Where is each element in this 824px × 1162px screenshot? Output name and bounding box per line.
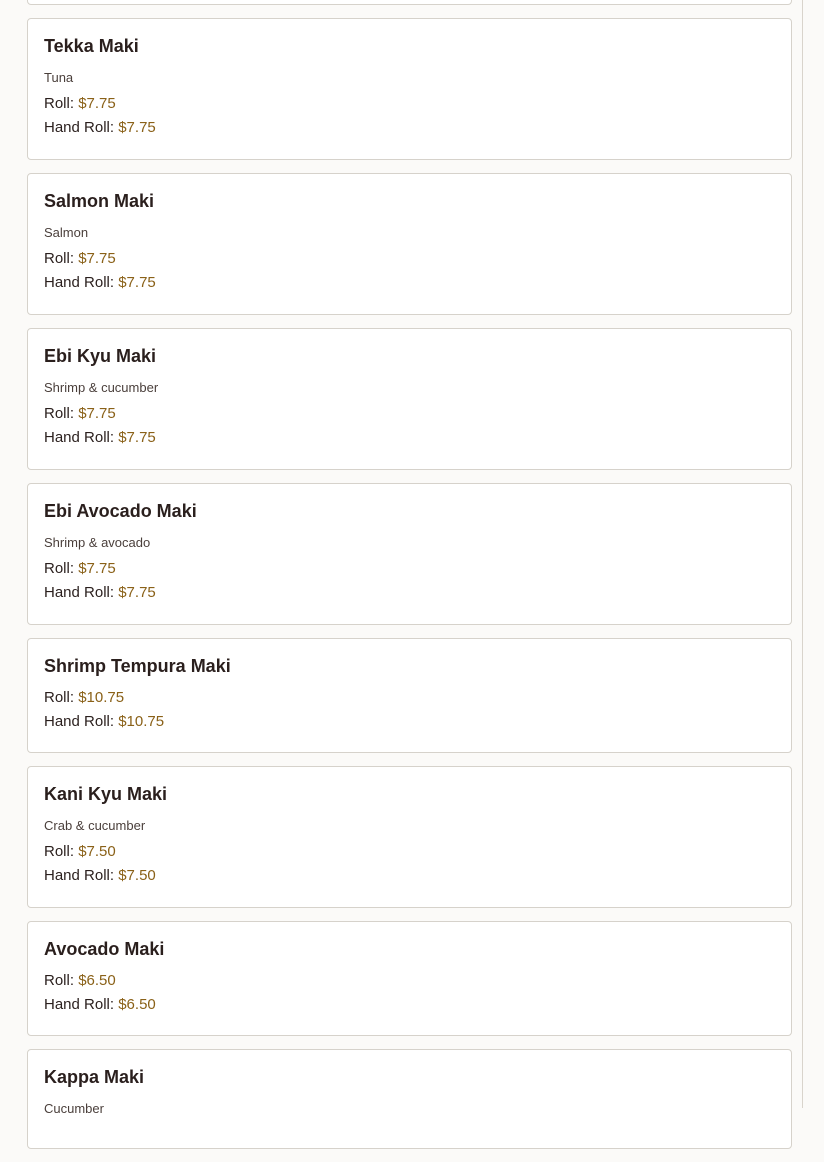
menu-item-name: Shrimp Tempura Maki	[44, 656, 231, 676]
hand-roll-price-row	[44, 581, 775, 605]
menu-item-card	[27, 921, 792, 1036]
hand-roll-price-value: $7.75	[118, 429, 156, 446]
hand-roll-price-row	[44, 710, 775, 734]
roll-price-label: Roll:	[44, 972, 75, 989]
menu-item-prices	[44, 402, 775, 450]
menu-item-prices	[44, 557, 775, 605]
roll-price-label: Roll:	[44, 689, 75, 706]
roll-price-value: $7.75	[78, 250, 116, 267]
menu-item-card	[27, 1049, 792, 1149]
menu-item-prices	[44, 247, 775, 295]
hand-roll-price-row	[44, 116, 775, 140]
menu-item-prices	[44, 840, 775, 888]
roll-price-row	[44, 557, 775, 581]
roll-price-value: $7.50	[78, 843, 116, 860]
roll-price-row	[44, 92, 775, 116]
menu-item-card	[27, 173, 792, 315]
hand-roll-price-label: Hand Roll:	[44, 274, 115, 291]
hand-roll-price-value: $7.50	[118, 867, 156, 884]
menu-item-name: Ebi Kyu Maki	[44, 346, 157, 366]
roll-price-value: $7.75	[78, 95, 116, 112]
menu-item-card	[27, 766, 792, 908]
menu-item-description: Salmon	[44, 225, 89, 240]
menu-item-list	[27, 0, 792, 1162]
menu-item-description: Shrimp & cucumber	[44, 380, 159, 395]
menu-item-card	[27, 483, 792, 625]
roll-price-label: Roll:	[44, 843, 75, 860]
menu-item-card	[27, 638, 792, 753]
roll-price-label: Roll:	[44, 560, 75, 577]
menu-item-description: Tuna	[44, 70, 74, 85]
menu-item-description: Cucumber	[44, 1101, 104, 1116]
hand-roll-price-value: $7.75	[118, 274, 156, 291]
roll-price-value: $10.75	[78, 689, 125, 706]
hand-roll-price-row	[44, 864, 775, 888]
menu-item-description: Crab & cucumber	[44, 818, 146, 833]
hand-roll-price-value: $10.75	[118, 713, 165, 730]
hand-roll-price-value: $6.50	[118, 996, 156, 1013]
hand-roll-price-value: $7.75	[118, 119, 156, 136]
roll-price-value: $7.75	[78, 560, 116, 577]
menu-item-prices	[44, 92, 775, 140]
hand-roll-price-label: Hand Roll:	[44, 119, 115, 136]
menu-item-name: Ebi Avocado Maki	[44, 501, 197, 521]
hand-roll-price-label: Hand Roll:	[44, 584, 115, 601]
menu-item-name: Avocado Maki	[44, 939, 165, 959]
menu-item-name: Kani Kyu Maki	[44, 784, 168, 804]
hand-roll-price-row	[44, 993, 775, 1017]
menu-item-name: Kappa Maki	[44, 1067, 145, 1087]
menu-item-prices	[44, 969, 775, 1017]
roll-price-row	[44, 402, 775, 426]
hand-roll-price-row	[44, 426, 775, 450]
hand-roll-price-label: Hand Roll:	[44, 996, 115, 1013]
roll-price-row	[44, 247, 775, 271]
hand-roll-price-label: Hand Roll:	[44, 867, 115, 884]
roll-price-row	[44, 840, 775, 864]
hand-roll-price-label: Hand Roll:	[44, 713, 115, 730]
menu-item-prices	[44, 686, 775, 734]
menu-item-card	[27, 328, 792, 470]
roll-price-row	[44, 969, 775, 993]
menu-item-name: Salmon Maki	[44, 191, 155, 211]
menu-item-name: Tekka Maki	[44, 36, 139, 56]
roll-price-row	[44, 686, 775, 710]
roll-price-label: Roll:	[44, 405, 75, 422]
scroll-edge-divider	[802, 0, 803, 1108]
menu-item-description: Shrimp & avocado	[44, 535, 151, 550]
menu-item-card	[27, 18, 792, 160]
hand-roll-price-label: Hand Roll:	[44, 429, 115, 446]
roll-price-value: $6.50	[78, 972, 116, 989]
roll-price-label: Roll:	[44, 250, 75, 267]
menu-item-card-partial	[27, 0, 792, 5]
roll-price-label: Roll:	[44, 95, 75, 112]
roll-price-value: $7.75	[78, 405, 116, 422]
hand-roll-price-value: $7.75	[118, 584, 156, 601]
hand-roll-price-row	[44, 271, 775, 295]
